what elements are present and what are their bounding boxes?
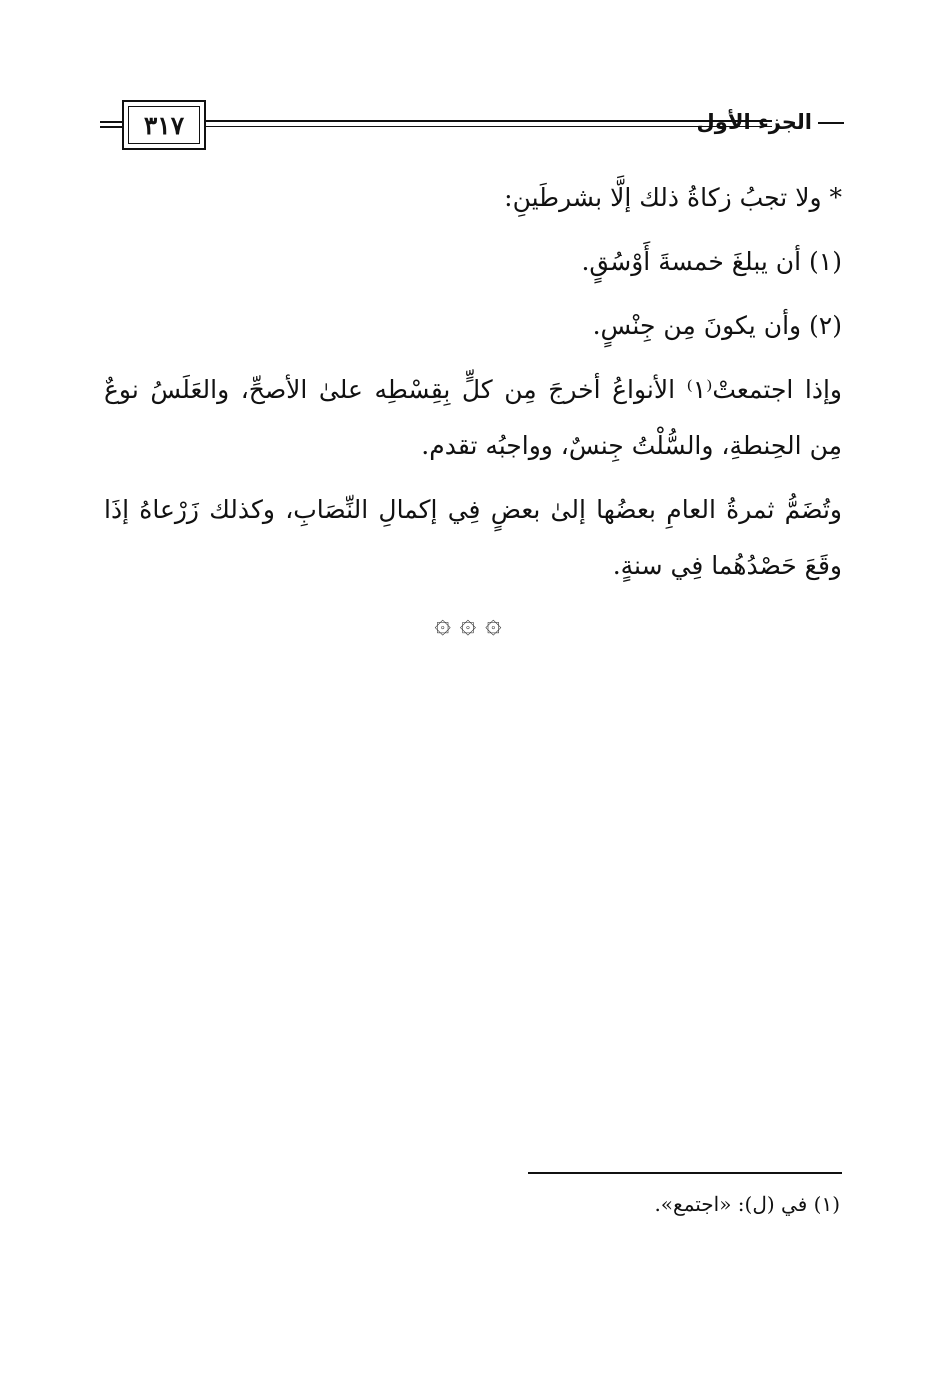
main-text [104, 170, 842, 602]
paragraph: وتُضَمُّ ثمرةُ العامِ بعضُها إلىٰ بعضٍ فِي إكمالِ النِّصَابِ، وكذلك زَرْعاهُ إذَا وقَعَ حَصْدُهُما فِي سنةٍ. [104, 495, 842, 580]
paragraph: (١) أن يبلغَ خمسةَ أَوْسُقٍ. [581, 247, 842, 276]
paragraph: وإذا اجتمعتْ⁽١⁾ الأنواعُ أخرجَ مِن كلٍّ بِقِسْطِه علىٰ الأصحِّ، والعَلَسُ نوعٌ مِن الحِنطةِ، والسُّلْتُ جِنسٌ، وواجبُه تقدم. [104, 375, 842, 460]
page-number: ٣١٧ [128, 106, 200, 144]
footnote-divider [528, 1172, 842, 1174]
paragraph: (٢) وأن يكونَ مِن جِنْسٍ. [592, 311, 842, 340]
page-number-frame [122, 100, 206, 150]
footnote: (١) في (ل): «اجتمع». [654, 1192, 840, 1216]
page-header [100, 100, 844, 152]
header-rule-right [818, 122, 844, 124]
running-title: الجزء الأول [696, 110, 812, 134]
header-rule-left [100, 121, 122, 128]
section-separator-ornaments: ۞ ۞ ۞ [434, 606, 502, 639]
paragraph: * ولا تجبُ زكاةُ ذلك إلَّا بشرطَينِ: [504, 183, 842, 212]
